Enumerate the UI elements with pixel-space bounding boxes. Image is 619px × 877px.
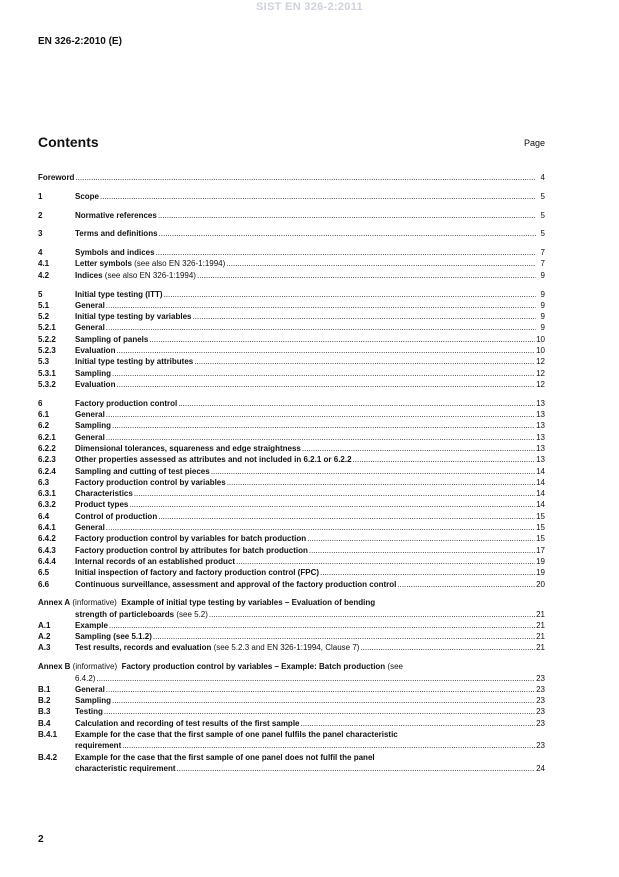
toc-page: 13 — [536, 398, 545, 408]
toc-number: 5.3 — [38, 357, 50, 367]
contents-heading: Contents — [38, 134, 99, 150]
toc-page: 21 — [536, 643, 545, 653]
toc-entry[interactable] — [38, 454, 545, 465]
toc-title: Product types — [75, 500, 129, 510]
toc-title: Test results, records and evaluation — [75, 643, 212, 653]
annex-title-continued: strength of particleboards — [75, 609, 175, 619]
toc-number: 6.4 — [38, 511, 50, 521]
toc-title: Dimensional tolerances, squareness and edge straightness — [75, 443, 301, 453]
toc-entry[interactable] — [38, 270, 545, 281]
toc-entry[interactable] — [38, 620, 545, 631]
toc-number: 2 — [38, 210, 43, 220]
annex-note-continued: 6.4.2) — [75, 673, 96, 683]
toc-title: Evaluation — [75, 379, 116, 389]
toc-page: 5 — [540, 191, 545, 201]
toc-page: 5 — [540, 210, 545, 220]
page-number: 2 — [38, 834, 44, 845]
toc-entry[interactable] — [38, 356, 545, 367]
toc-title: Symbols and indices — [75, 248, 155, 258]
toc-number: 5.2 — [38, 312, 50, 322]
annex-title: Example of initial type testing by variables – Evaluation of bending — [116, 598, 376, 608]
toc-page: 12 — [536, 357, 545, 367]
toc-entry[interactable] — [38, 311, 545, 322]
toc-entry[interactable] — [38, 210, 545, 221]
toc-page: 23 — [536, 684, 545, 694]
toc-number: 5 — [38, 289, 43, 299]
toc-entry[interactable] — [38, 420, 545, 431]
toc-entry[interactable] — [38, 567, 545, 578]
toc-entry-annex-a[interactable] — [38, 597, 545, 608]
toc-page: 13 — [536, 410, 545, 420]
toc-page: 20 — [536, 579, 545, 589]
toc-entry[interactable] — [38, 511, 545, 522]
toc-number: 6.5 — [38, 568, 50, 578]
toc-number: 6.2.2 — [38, 443, 56, 453]
toc-title: Scope — [75, 191, 100, 201]
toc-title: Sampling of panels — [75, 334, 149, 344]
toc-title: Testing — [75, 707, 103, 717]
table-of-contents — [38, 172, 545, 774]
toc-title: Sampling — [75, 421, 112, 431]
toc-entry[interactable] — [38, 579, 545, 590]
toc-page: 21 — [536, 609, 545, 619]
toc-page: 7 — [540, 248, 545, 258]
toc-page: 9 — [540, 300, 545, 310]
toc-entry[interactable] — [38, 443, 545, 454]
toc-number: 5.3.2 — [38, 379, 56, 389]
toc-page: 14 — [536, 500, 545, 510]
toc-page: 9 — [540, 312, 545, 322]
toc-page: 21 — [536, 632, 545, 642]
toc-title: Control of production — [75, 511, 158, 521]
toc-page: 15 — [536, 523, 545, 533]
toc-number: 6.2 — [38, 421, 50, 431]
toc-number: B.4.2 — [38, 752, 58, 762]
toc-number: 6.1 — [38, 410, 50, 420]
toc-number: 6.3 — [38, 477, 50, 487]
toc-title: Example for the case that the first sample of one panel does not fulfil the panel — [75, 752, 375, 762]
toc-page: 9 — [540, 289, 545, 299]
toc-title: General — [75, 684, 105, 694]
toc-title: Evaluation — [75, 346, 116, 356]
toc-title: Factory production control — [75, 398, 178, 408]
toc-title: Normative references — [75, 210, 157, 220]
toc-entry[interactable] — [38, 488, 545, 499]
toc-entry-b41-continued[interactable] — [38, 740, 545, 751]
toc-number: 4 — [38, 248, 43, 258]
toc-title: Factory production control by attributes for batch production — [75, 545, 308, 555]
toc-entry[interactable] — [38, 368, 545, 379]
toc-number: 6.6 — [38, 579, 50, 589]
toc-number: 4.1 — [38, 259, 50, 269]
page-column-label: Page — [523, 138, 545, 148]
toc-entry[interactable] — [38, 409, 545, 420]
toc-page: 24 — [536, 763, 545, 773]
toc-number: 6.4.1 — [38, 523, 56, 533]
toc-entry[interactable] — [38, 499, 545, 510]
toc-note: (see also EN 326-1:1994) — [102, 270, 196, 280]
toc-page: 10 — [536, 346, 545, 356]
toc-page: 23 — [536, 696, 545, 706]
toc-page: 7 — [540, 259, 545, 269]
toc-title: General — [75, 523, 105, 533]
toc-number: 6.4.2 — [38, 534, 56, 544]
annex-label: Annex B — [38, 662, 71, 672]
toc-title: Example for the case that the first sample of one panel fulfils the panel characteristic — [75, 730, 398, 740]
toc-page: 10 — [536, 334, 545, 344]
toc-title: General — [75, 410, 105, 420]
annex-note: (see — [385, 662, 403, 672]
toc-page: 14 — [536, 477, 545, 487]
toc-title: Sampling — [75, 696, 112, 706]
toc-page: 9 — [540, 323, 545, 333]
toc-entry[interactable] — [38, 533, 545, 544]
toc-entry[interactable] — [38, 466, 545, 477]
toc-title: General — [75, 323, 105, 333]
toc-title: Indices — [75, 270, 103, 280]
toc-number: 6 — [38, 398, 43, 408]
toc-entry[interactable] — [38, 322, 545, 333]
annex-label: Annex A — [38, 598, 71, 608]
toc-number: 5.2.3 — [38, 346, 56, 356]
toc-number: 6.4.4 — [38, 556, 56, 566]
toc-title: Letter symbols — [75, 259, 132, 269]
toc-number: 5.2.1 — [38, 323, 56, 333]
toc-entry[interactable] — [38, 258, 545, 269]
toc-entry[interactable] — [38, 706, 545, 717]
toc-entry[interactable] — [38, 228, 545, 239]
toc-page: 17 — [536, 545, 545, 555]
toc-page: 19 — [536, 556, 545, 566]
toc-number: 5.3.1 — [38, 368, 56, 378]
toc-title: Calculation and recording of test results of the first sample — [75, 718, 300, 728]
toc-page: 13 — [536, 455, 545, 465]
toc-number: A.3 — [38, 643, 51, 653]
annex-informative: (informative) — [70, 598, 117, 608]
toc-number: B.3 — [38, 707, 51, 717]
toc-number: 5.1 — [38, 300, 50, 310]
toc-entry[interactable] — [38, 432, 545, 443]
toc-title: Internal records of an established product — [75, 556, 236, 566]
toc-entry-b41[interactable] — [38, 729, 545, 740]
toc-page: 13 — [536, 432, 545, 442]
annex-title: Factory production control by variables – Example: Batch production — [117, 662, 386, 672]
toc-number: B.1 — [38, 684, 51, 694]
toc-number: A.2 — [38, 632, 51, 642]
toc-entry-b42[interactable] — [38, 752, 545, 763]
toc-title: General — [75, 432, 105, 442]
toc-entry[interactable] — [38, 642, 545, 653]
toc-page: 13 — [536, 443, 545, 453]
toc-number: 6.2.3 — [38, 455, 56, 465]
toc-title: General — [75, 300, 105, 310]
toc-page: 23 — [536, 707, 545, 717]
toc-page: 15 — [536, 534, 545, 544]
toc-title: Other properties assessed as attributes and not included in 6.2.1 or 6.2.2 — [75, 455, 352, 465]
toc-number: 3 — [38, 229, 43, 239]
toc-entry[interactable] — [38, 545, 545, 556]
watermark: SIST EN 326-2:2011 — [256, 1, 363, 13]
toc-number: 1 — [38, 191, 43, 201]
toc-title: Foreword — [38, 173, 75, 182]
annex-informative: (informative) — [70, 662, 118, 672]
toc-title: Characteristics — [75, 489, 133, 499]
toc-entry[interactable] — [38, 398, 545, 409]
toc-page: 21 — [536, 620, 545, 630]
annex-note: (see 5.2) — [174, 609, 208, 619]
toc-page: 12 — [536, 379, 545, 389]
toc-number: 5.2.2 — [38, 334, 56, 344]
toc-number: 4.2 — [38, 270, 50, 280]
toc-title: Initial type testing (ITT) — [75, 289, 163, 299]
toc-title: Factory production control by variables for batch production — [75, 534, 307, 544]
toc-entry[interactable] — [38, 289, 545, 300]
toc-page: 14 — [536, 466, 545, 476]
toc-number: A.1 — [38, 620, 51, 630]
toc-entry-annex-a-continued[interactable] — [38, 609, 545, 620]
toc-page: 9 — [540, 270, 545, 280]
toc-number: 6.2.1 — [38, 432, 56, 442]
toc-entry[interactable] — [38, 191, 545, 202]
toc-number: 6.2.4 — [38, 466, 56, 476]
toc-page: 12 — [536, 368, 545, 378]
toc-entry[interactable] — [38, 522, 545, 533]
toc-title-continued: requirement — [75, 741, 122, 751]
toc-title: Sampling (see 5.1.2) — [75, 632, 152, 642]
toc-entry[interactable] — [38, 477, 545, 488]
toc-page: 23 — [536, 718, 545, 728]
toc-page: 23 — [536, 673, 545, 683]
toc-entry[interactable] — [38, 718, 545, 729]
toc-entry[interactable] — [38, 556, 545, 567]
toc-page: 23 — [536, 741, 545, 751]
toc-page: 5 — [540, 229, 545, 239]
toc-title: Sampling — [75, 368, 112, 378]
toc-title: Sampling and cutting of test pieces — [75, 466, 210, 476]
toc-entry[interactable] — [38, 379, 545, 390]
toc-page: 13 — [536, 421, 545, 431]
toc-number: B.2 — [38, 696, 51, 706]
toc-number: B.4.1 — [38, 730, 58, 740]
toc-entry[interactable] — [38, 334, 545, 345]
toc-entry-b42-continued[interactable] — [38, 763, 545, 774]
toc-title: Continuous surveillance, assessment and approval of the factory production control — [75, 579, 397, 589]
toc-title: Initial inspection of factory and factory production control (FPC) — [75, 568, 320, 578]
toc-entry[interactable] — [38, 631, 545, 642]
toc-page: 14 — [536, 489, 545, 499]
toc-title-continued: characteristic requirement — [75, 763, 176, 773]
toc-entry-annex-b[interactable] — [38, 661, 545, 672]
toc-number: 6.3.1 — [38, 489, 56, 499]
toc-page: 15 — [536, 511, 545, 521]
toc-number: 6.3.2 — [38, 500, 56, 510]
toc-note: (see also EN 326-1:1994) — [131, 259, 226, 269]
toc-page: 19 — [536, 568, 545, 578]
toc-number: 6.4.3 — [38, 545, 56, 555]
toc-entry[interactable] — [38, 345, 545, 356]
toc-entry[interactable] — [38, 247, 545, 258]
toc-entry-annex-b-continued[interactable] — [38, 673, 545, 684]
toc-title: Terms and definitions — [75, 229, 158, 239]
toc-entry-foreword[interactable] — [38, 172, 545, 183]
document-id: EN 326-2:2010 (E) — [38, 36, 122, 47]
toc-entry[interactable] — [38, 695, 545, 706]
toc-note: (see 5.2.3 and EN 326-1:1994, Clause 7) — [211, 643, 360, 653]
toc-title: Factory production control by variables — [75, 477, 226, 487]
toc-title: Initial type testing by variables — [75, 312, 192, 322]
toc-number: B.4 — [38, 718, 51, 728]
toc-title: Example — [75, 620, 108, 630]
toc-title: Initial type testing by attributes — [75, 357, 194, 367]
toc-page: 4 — [540, 173, 545, 182]
toc-entry[interactable] — [38, 684, 545, 695]
toc-entry[interactable] — [38, 300, 545, 311]
